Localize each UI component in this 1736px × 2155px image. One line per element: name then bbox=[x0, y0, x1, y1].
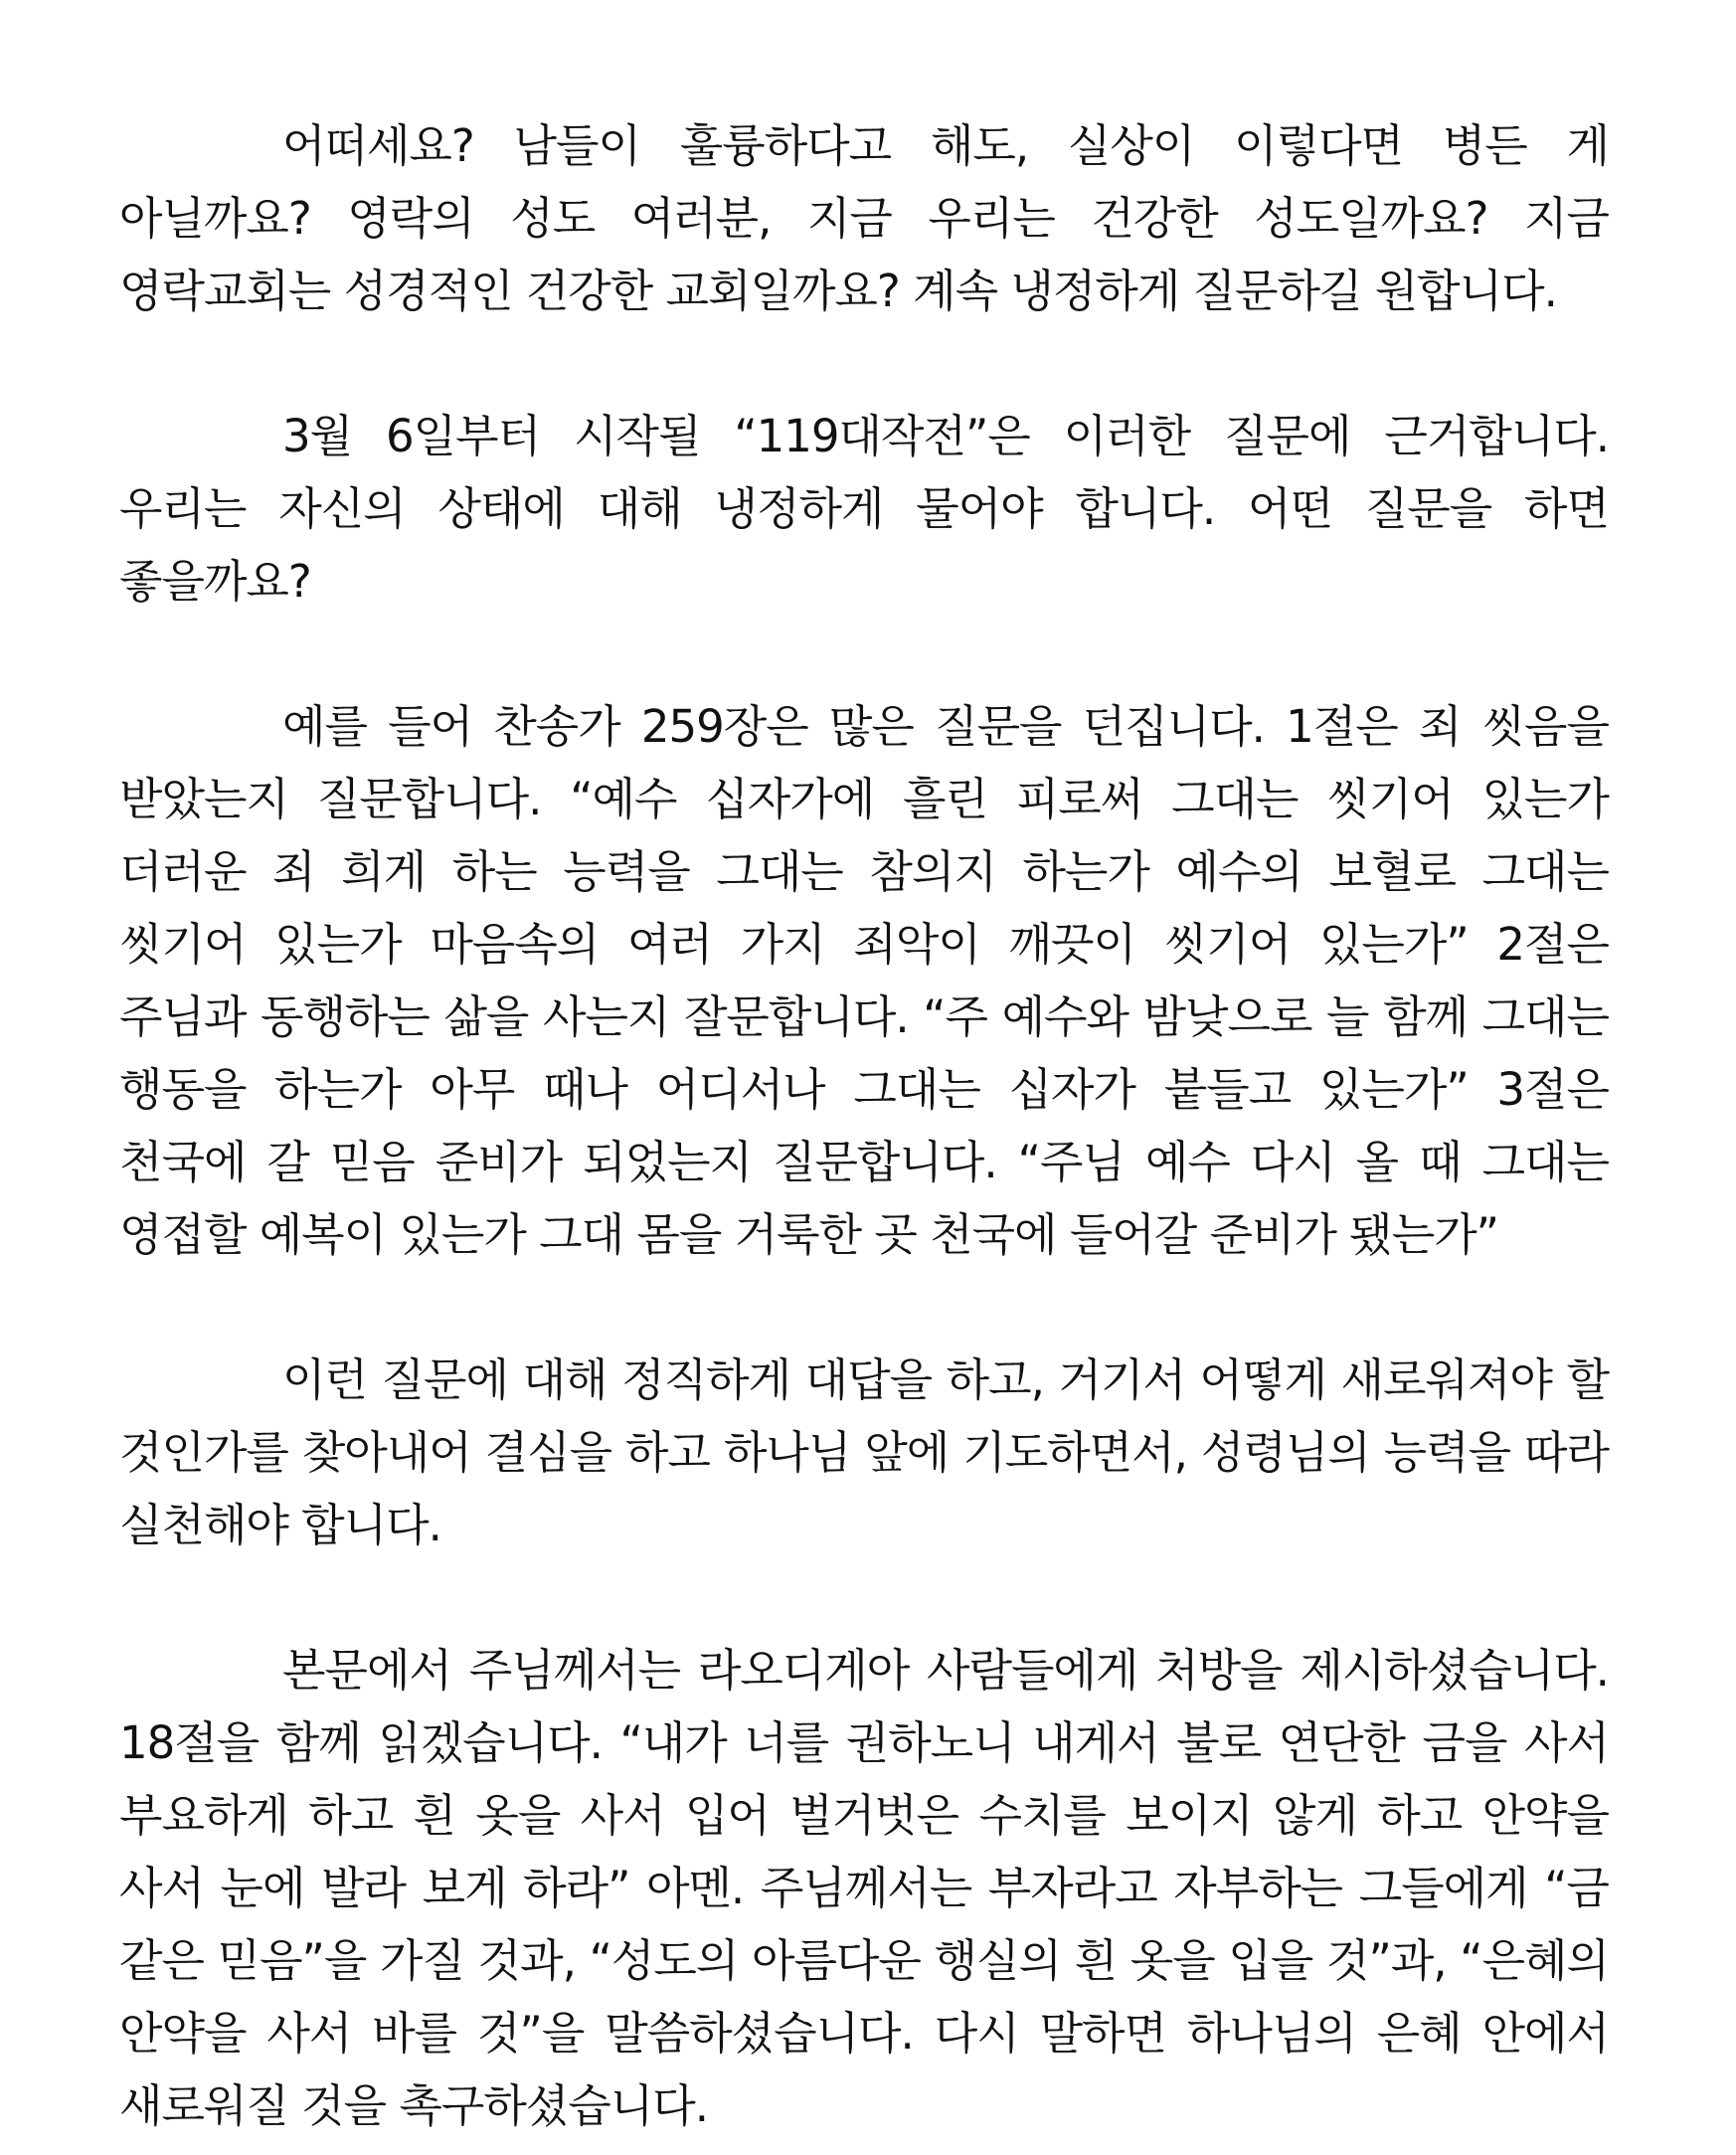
paragraph-hymn-259: 예를 들어 찬송가 259장은 많은 질문을 던집니다. 1절은 죄 씻음을 받았는지 질문합니다. “예수 십자가에 흘린 피로써 그대는 씻기어 있는가 더러운 죄 희게 하는 능력을 그대는 참의지 하는가 예수의 보혈로 그대는 씻기어 있는가 마음속의 여러 가지 죄악이 깨끗이 씻기어 있는가” 2절은 주님과 동행하는 삶을 사는지 잘문합니다. “주 예수와 밤낮으로 늘 함께 그대는 행동을 하는가 아무 때나 어디서나 그대는 십자가 붙들고 있는가” 3절은 천국에 갈 믿음 준비가 되었는지 질문합니다. “주님 예수 다시 올 때 그대는 영접할 예복이 있는가 그대 몸을 거룩한 곳 천국에 들어갈 준비가 됐는가” bbox=[119, 700, 1609, 1261]
paragraph-questions: 어떠세요? 남들이 훌륭하다고 해도, 실상이 이렇다면 병든 게 아닐까요? 영락의 성도 여러분, 지금 우리는 건강한 성도일까요? 지금 영락교회는 성경적인 건강한 교회일까요? 계속 냉정하게 질문하길 원합니다. bbox=[119, 119, 1609, 317]
paragraph-prescription: 본문에서 주님께서는 라오디게아 사람들에게 처방을 제시하셨습니다. 18절을 함께 읽겠습니다. “내가 너를 권하노니 내게서 불로 연단한 금을 사서 부요하게 하고 흰 옷을 사서 입어 벌거벗은 수치를 보이지 않게 하고 안약을 사서 눈에 발라 보게 하라” 아멘. 주님께서는 부자라고 자부하는 그들에게 “금 같은 믿음”을 가질 것과, “성도의 아름다운 행실의 흰 옷을 입을 것”과, “은혜의 안약을 사서 바를 것”을 말씀하셨습니다. 다시 말하면 하나님의 은혜 안에서 새로워질 것을 촉구하셨습니다. bbox=[119, 1644, 1609, 2132]
paragraph-119-campaign: 3월 6일부터 시작될 “119대작전”은 이러한 질문에 근거합니다. 우리는 자신의 상태에 대해 냉정하게 물어야 합니다. 어떤 질문을 하면 좋을까요? bbox=[119, 410, 1609, 608]
document-page bbox=[119, 109, 1609, 2142]
paragraph-honest-answer: 이런 질문에 대해 정직하게 대답을 하고, 거기서 어떻게 새로워져야 할 것인가를 찾아내어 결심을 하고 하나님 앞에 기도하면서, 성령님의 능력을 따라 실천해야 합니다. bbox=[119, 1353, 1609, 1551]
